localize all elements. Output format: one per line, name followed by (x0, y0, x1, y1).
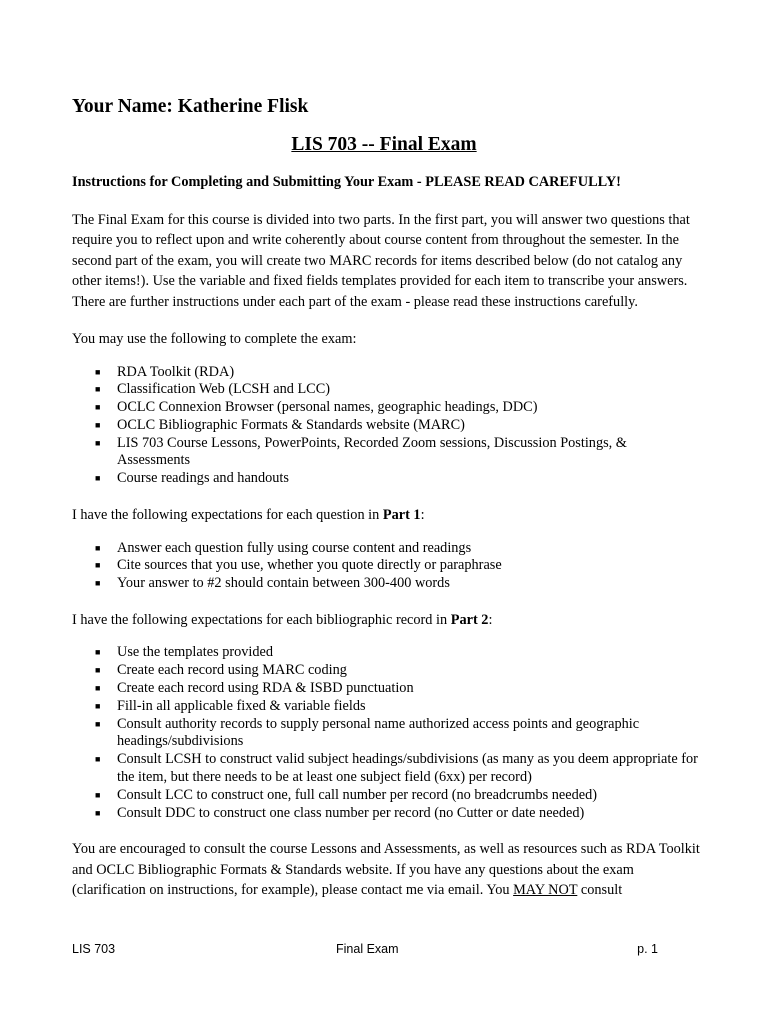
closing-paragraph: You are encouraged to consult the course Lessons and Assessments, as well as resources such as RDA Toolkit and OCLC Bibliographic Formats & Standards website. If you have any questions about the exam (clarification on instructions, for example), please contact me via email. You MAY NOT consult (72, 841, 700, 899)
part1-label: Part 1 (382, 507, 421, 524)
may-not-emphasis: MAY NOT (513, 882, 578, 899)
square-bullet-icon: ■ (95, 419, 101, 430)
square-bullet-icon: ■ (95, 647, 101, 658)
page-footer (72, 942, 692, 962)
list-item: ■ Your answer to #2 should contain between 300-400 words (95, 575, 450, 592)
list-item: ■ Classification Web (LCSH and LCC) (95, 381, 331, 398)
resources-lead: You may use the following to complete the exam: (72, 331, 357, 347)
part2-expectations-list (72, 644, 702, 822)
footer-title: Final Exam (336, 942, 399, 956)
square-bullet-icon: ■ (95, 807, 101, 818)
list-item: ■ Consult LCC to construct one, full call number per record (no breadcrumbs needed) (95, 786, 597, 803)
exam-title: LIS 703 -- Final Exam (291, 134, 477, 155)
student-name-line (72, 96, 308, 118)
square-bullet-icon: ■ (95, 700, 101, 711)
list-item: ■ Consult authority records to supply personal name authorized access points and geographic headings/subdivisions (95, 715, 640, 750)
list-item: ■ Use the templates provided (95, 644, 274, 661)
square-bullet-icon: ■ (95, 683, 101, 694)
instructions-section (72, 172, 702, 901)
square-bullet-icon: ■ (95, 560, 101, 571)
list-item: ■ Consult DDC to construct one class number per record (no Cutter or date needed) (95, 804, 585, 821)
footer-page-number: p. 1 (637, 942, 658, 956)
part2-lead: I have the following expectations for each bibliographic record in Part 2: (72, 611, 493, 628)
square-bullet-icon: ■ (95, 665, 101, 676)
list-item: ■ Create each record using MARC coding (95, 662, 347, 679)
square-bullet-icon: ■ (95, 578, 101, 589)
instructions-heading: Instructions for Completing and Submitting Your Exam - PLEASE READ CAREFULLY! (72, 174, 621, 190)
square-bullet-icon: ■ (95, 402, 101, 413)
list-item: ■ Create each record using RDA & ISBD punctuation (95, 680, 414, 697)
list-item: ■ OCLC Bibliographic Formats & Standards website (MARC) (95, 416, 465, 433)
name-label: Your Name: (72, 96, 173, 117)
part1-lead: I have the following expectations for each question in Part 1: (72, 507, 425, 524)
square-bullet-icon: ■ (95, 754, 101, 765)
square-bullet-icon: ■ (95, 366, 101, 377)
list-item: ■ Consult LCSH to construct valid subject headings/subdivisions (as many as you deem appropriate for the item, but there needs to be at least one subject field (6xx) per record) (95, 751, 698, 786)
square-bullet-icon: ■ (95, 473, 101, 484)
part2-label: Part 2 (450, 611, 489, 628)
square-bullet-icon: ■ (95, 718, 101, 729)
list-item: ■ Cite sources that you use, whether you quote directly or paraphrase (95, 557, 502, 574)
footer-course: LIS 703 (72, 942, 116, 956)
list-item: ■ RDA Toolkit (RDA) (95, 363, 235, 380)
student-name: Katherine Flisk (177, 96, 309, 117)
list-item: ■ LIS 703 Course Lessons, PowerPoints, Recorded Zoom sessions, Discussion Postings, & Assessments (95, 434, 627, 469)
part1-expectations-list (72, 540, 702, 593)
list-item: ■ Course readings and handouts (95, 470, 289, 487)
square-bullet-icon: ■ (95, 384, 101, 395)
square-bullet-icon: ■ (95, 542, 101, 553)
square-bullet-icon: ■ (95, 789, 101, 800)
square-bullet-icon: ■ (95, 437, 101, 448)
list-item: ■ Fill-in all applicable fixed & variable fields (95, 697, 366, 714)
list-item: ■ Answer each question fully using course content and readings (95, 539, 472, 556)
list-item: ■ OCLC Connexion Browser (personal names, geographic headings, DDC) (95, 399, 538, 416)
resources-list (72, 364, 702, 489)
intro-paragraph: The Final Exam for this course is divided into two parts. In the first part, you will answer two questions that require you to reflect upon and write coherently about course content from throughout the semester. In the second part of the exam, you will create two MARC records for items described below (do not catalog any other items!). Use the variable and fixed fields templates provided for each item to transcribe your answers. There are further instructions under each part of the exam - please read these instructions carefully. (72, 211, 690, 310)
